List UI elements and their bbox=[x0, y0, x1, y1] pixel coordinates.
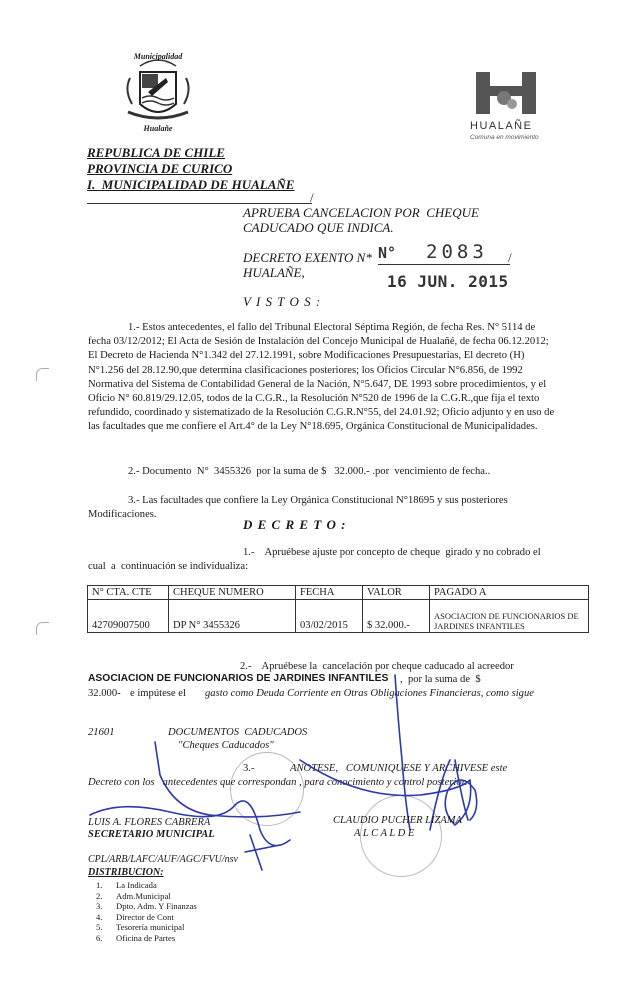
logo-name: HUALAÑE bbox=[470, 120, 533, 132]
table-header-cell: FECHA bbox=[296, 586, 363, 600]
punch-hole-mark bbox=[36, 368, 49, 381]
table-cell-account: 42709007500 bbox=[88, 600, 169, 633]
vistos-paragraph-1: 1.- Estos antecedentes, el fallo del Tribunal Electoral Séptima Región, de fecha Res. N° 5114 de fecha 03/12/2012; El Acta de Sesión de Instalación del Concejo Municipal de Hualañé, de fecha 06.12.2012; El Decreto de Hacienda N°1.342 del 27.12.1991, sobre Modificaciones Presupuestarias, El decreto (H) N°1.256 del 28.12.90,que determina clasificaciones posteriores; los Oficios Circular N°6.856, de 1992 Normativa del Sistema de Contabilidad General de la Nación, N°5.647, DE 1993 sobre procedimientos, y el Oficio N° 60.819/29.12.05, todos de la C.G.R., la Resolución N°520 de 1996 de la C.G.R.,que fija el texto refundido, coordinado y sistematizado de la Resolución C.G.R.N°55, del 24.01.92; Oficio adjunto y en uso de las facultades que me confiere el Art.4° de la Ley N°18.695, Orgánica Constitucional de Municipalidades. bbox=[88, 322, 555, 433]
creditor-name: ASOCIACION DE FUNCIONARIOS DE JARDINES INFANTILES bbox=[88, 673, 389, 684]
decree-label: DECRETO EXENTO N* bbox=[243, 250, 372, 265]
list-item: 3. Dpto. Adm. Y Finanzas bbox=[96, 901, 197, 911]
secretary-title: SECRETARIO MUNICIPAL bbox=[88, 829, 215, 840]
decreto-title: D E C R E T O : bbox=[243, 517, 347, 532]
list-item: 2. Adm.Municipal bbox=[96, 890, 171, 901]
table-cell-value: $ 32.000.- bbox=[363, 600, 430, 633]
closing-line-2: Decreto con los antecedentes que correspondan , para conocimiento y control posterior. bbox=[88, 777, 468, 788]
mayor-name: CLAUDIO PUCHER LIZAMA bbox=[333, 815, 462, 826]
decree-date-stamp: 16 JUN. 2015 bbox=[387, 272, 509, 291]
table-header-cell: PAGADO A bbox=[430, 586, 589, 600]
table-header-cell: N° CTA. CTE bbox=[88, 586, 169, 600]
amount-value: 32.000- bbox=[88, 688, 121, 699]
list-item: 1. La Indicada bbox=[96, 880, 157, 890]
decreto-paragraph-2-intro: 2.- Apruébese la cancelación por cheque caducado al acreedor bbox=[240, 661, 514, 672]
table-cell-payee: ASOCIACION DE FUNCIONARIOS DE JARDINES INFANTILES bbox=[430, 600, 589, 633]
header-line-2: PROVINCIA DE CURICO bbox=[87, 161, 233, 176]
gasto-text: gasto como Deuda Corriente en Otras Obligaciones Financieras, como sigue bbox=[205, 688, 534, 699]
vistos-paragraph-3: 3.- Las facultades que confiere la Ley Orgánica Constitucional N°18695 y sus posteriores Modificaciones. bbox=[88, 495, 508, 521]
account-sub: "Cheques Caducados" bbox=[178, 740, 274, 751]
subject-line-2: CADUCADO QUE INDICA. bbox=[243, 220, 394, 235]
initials: CPL/ARB/LAFC/AUF/AGC/FVU/nsv bbox=[88, 854, 238, 865]
distribution-list bbox=[96, 880, 197, 943]
subject-line-1: APRUEBA CANCELACION POR CHEQUE bbox=[243, 205, 479, 220]
decree-number: 2083 bbox=[426, 241, 488, 263]
decreto-paragraph-1: 1.- Apruébese ajuste por concepto de cheque girado y no cobrado el cual a continuación se individualiza: bbox=[88, 547, 544, 573]
amount-text: , por la suma de $ bbox=[400, 674, 481, 685]
decree-place: HUALAÑE, bbox=[243, 265, 305, 280]
impute-text: e impútese el bbox=[130, 688, 186, 699]
closing-number: 3.- bbox=[243, 763, 255, 774]
vistos-paragraph-2: 2.- Documento N° 3455326 por la suma de $ 32.000.- .por vencimiento de fecha.. bbox=[128, 466, 491, 477]
decree-number-prefix: N° bbox=[378, 244, 397, 262]
vistos-title: V I S T O S : bbox=[243, 294, 322, 309]
list-item: 4. Director de Cont bbox=[96, 911, 174, 922]
mayor-title: A L C A L D E bbox=[354, 828, 415, 839]
header-line-3: I. MUNICIPALIDAD DE HUALAÑE bbox=[87, 177, 295, 192]
header-line-1: REPUBLICA DE CHILE bbox=[87, 145, 225, 160]
distribution-title: DISTRIBUCION: bbox=[88, 867, 164, 878]
closing-line-1: ANOTESE, COMUNIQUESE Y ARCHIVESE este bbox=[290, 763, 508, 774]
account-code: 21601 bbox=[88, 727, 115, 738]
secretary-name: LUIS A. FLORES CABRERA bbox=[88, 817, 211, 828]
table-cell-date: 03/02/2015 bbox=[296, 600, 363, 633]
table-cell-cheque: DP N° 3455326 bbox=[169, 600, 296, 633]
decree-number-slash: / bbox=[508, 250, 512, 265]
list-item: 5. Tesorería municipal bbox=[96, 922, 185, 932]
punch-hole-mark bbox=[36, 622, 49, 635]
table-header-cell: CHEQUE NUMERO bbox=[169, 586, 296, 600]
header-rule-slash: / bbox=[310, 190, 314, 205]
logo-tagline: Comuna en movimiento bbox=[470, 134, 539, 141]
table-header-cell: VALOR bbox=[363, 586, 430, 600]
account-name: DOCUMENTOS CADUCADOS bbox=[168, 727, 308, 738]
emblem-caption-top: Municipalidad bbox=[133, 52, 183, 61]
emblem-caption-bottom: Hualañe bbox=[143, 124, 173, 133]
list-item: 6. Oficina de Partes bbox=[96, 932, 176, 943]
